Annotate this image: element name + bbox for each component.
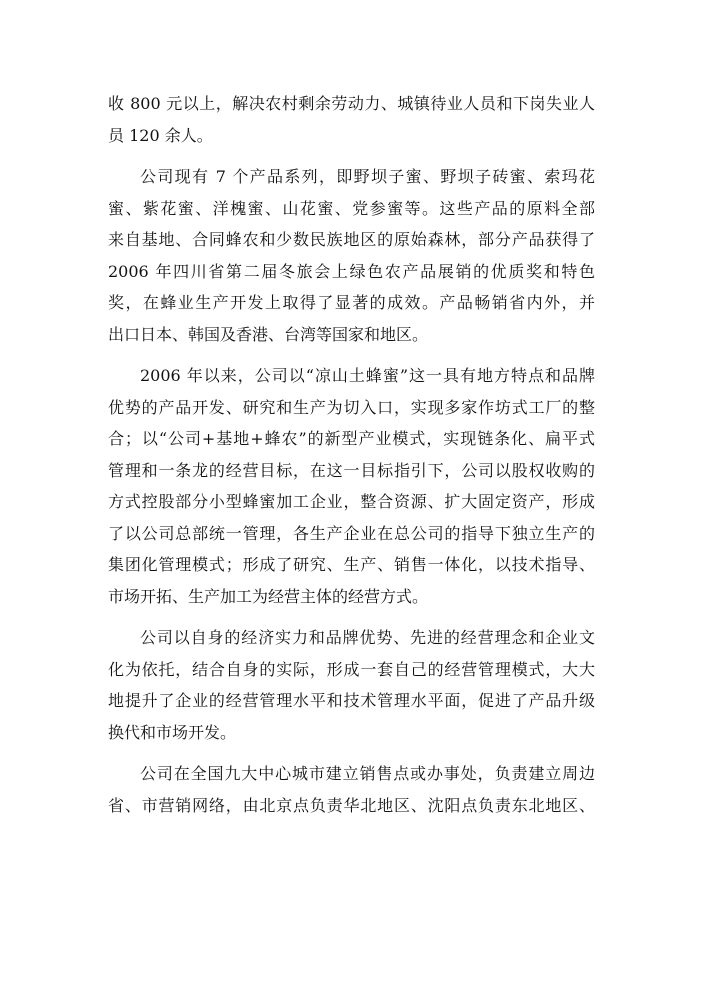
paragraph-2 (108, 161, 595, 350)
text-line: 集团化管理模式；形成了研究、生产、销售一体化，以技术指导、 (108, 555, 595, 574)
text-line: 公司现有 7 个产品系列，即野坝子蜜、野坝子砖蜜、索玛花 (140, 167, 595, 186)
document-body (108, 88, 595, 831)
text-line: 了以公司总部统一管理，各生产企业在总公司的指导下独立生产的 (108, 523, 595, 543)
text-line: 员 120 余人。 (108, 125, 213, 145)
text-line: 公司在全国九大中心城市建立销售点或办事处，负责建立周边 (140, 764, 595, 783)
text-line: 来自基地、合同蜂农和少数民族地区的原始森林，部分产品获得了 (108, 230, 595, 249)
text-line: 地提升了企业的经营管理水平和技术管理水平面，促进了产品升级 (108, 691, 595, 710)
text-line: 管理和一条龙的经营目标，在这一目标指引下，公司以股权收购的 (108, 460, 595, 480)
text-line: 2006 年以来，公司以“凉山土蜂蜜”这一具有地方特点和品牌 (140, 366, 595, 385)
paragraph-3 (108, 360, 595, 612)
text-line: 奖，在蜂业生产开发上取得了显著的成效。产品畅销省内外，并 (108, 293, 595, 312)
text-line: 换代和市场开发。 (108, 722, 237, 742)
text-line: 方式控股部分小型蜂蜜加工企业，整合资源、扩大固定资产，形成 (108, 492, 595, 511)
paragraph-4 (108, 622, 595, 748)
text-line: 化为依托，结合自身的实际，形成一套自己的经营管理模式，大大 (108, 659, 595, 679)
text-line: 省、市营销网络，由北京点负责华北地区、沈阳点负责东北地区、 (108, 795, 595, 815)
text-line: 合；以“公司+基地+蜂农”的新型产业模式，实现链条化、扁平式 (108, 429, 595, 448)
paragraph-5 (108, 758, 595, 821)
text-line: 出口日本、韩国及香港、台湾等国家和地区。 (108, 324, 429, 344)
text-line: 2006 年四川省第二届冬旅会上绿色农产品展销的优质奖和特色 (108, 261, 595, 281)
text-line: 蜜、紫花蜜、洋槐蜜、山花蜜、党参蜜等。这些产品的原料全部 (108, 198, 595, 218)
text-line: 市场开拓、生产加工为经营主体的经营方式。 (108, 586, 429, 606)
paragraph-1 (108, 88, 595, 151)
text-line: 优势的产品开发、研究和生产为切入口，实现多家作坊式工厂的整 (108, 397, 595, 417)
text-line: 收 800 元以上，解决农村剩余劳动力、城镇待业人员和下岗失业人 (108, 94, 595, 113)
text-line: 公司以自身的经济实力和品牌优势、先进的经营理念和企业文 (140, 628, 595, 647)
